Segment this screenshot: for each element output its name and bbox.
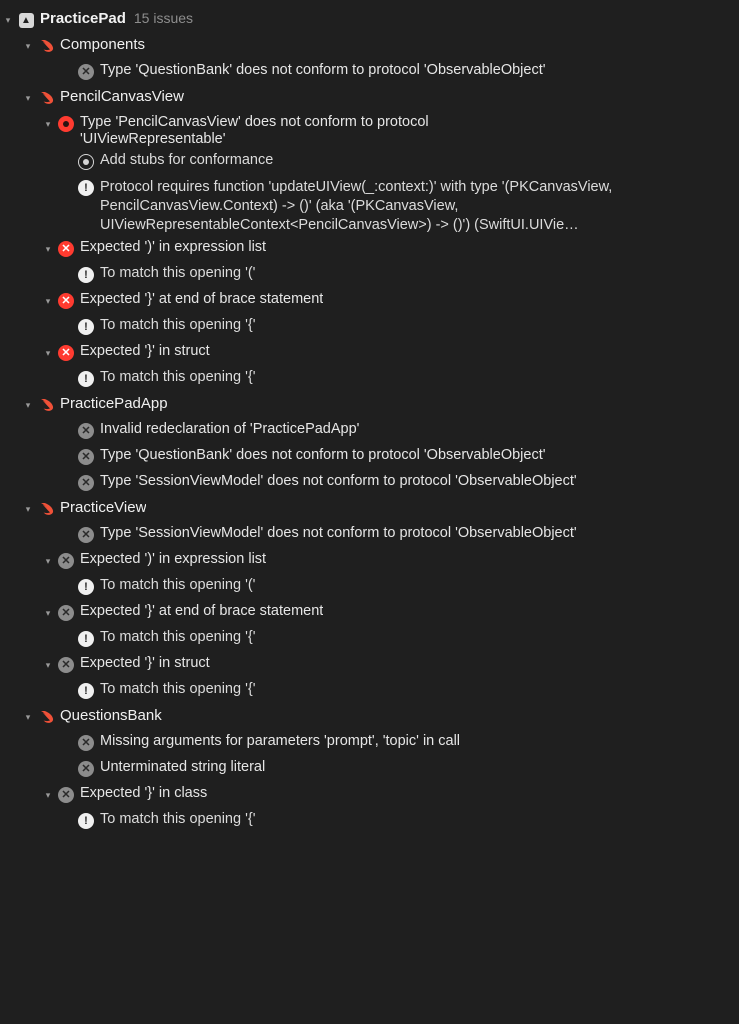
tree-row[interactable]	[0, 60, 739, 86]
tree-row[interactable]	[0, 627, 739, 653]
tree-row[interactable]	[0, 783, 739, 809]
issue-message-label: Add stubs for conformance	[100, 152, 274, 168]
twisty-spacer	[60, 733, 76, 753]
file-name-label: PencilCanvasView	[60, 88, 184, 105]
warning-icon: !	[76, 629, 96, 649]
swift-file-icon	[36, 707, 56, 727]
tree-row[interactable]	[0, 575, 739, 601]
issue-message-label: Unterminated string literal	[100, 759, 266, 775]
issue-message-label: To match this opening '{'	[100, 681, 256, 697]
twisty-spacer	[60, 447, 76, 467]
issue-message-label: Expected '}' at end of brace statement	[80, 603, 324, 619]
swift-file-icon	[36, 499, 56, 519]
tree-row[interactable]	[0, 679, 739, 705]
tree-row[interactable]	[0, 150, 739, 176]
twisty-spacer	[60, 759, 76, 779]
warning-icon: !	[76, 681, 96, 701]
warning-icon: !	[76, 178, 96, 198]
tree-row[interactable]	[0, 653, 739, 679]
issue-message-label: To match this opening '{'	[100, 629, 256, 645]
tree-row[interactable]	[0, 237, 739, 263]
disclosure-triangle-icon[interactable]: ▾	[45, 347, 51, 358]
error-red-dot-icon	[56, 114, 76, 134]
file-name-label: Components	[60, 36, 146, 53]
issue-message-label: To match this opening '('	[100, 265, 256, 281]
tree-row[interactable]	[0, 523, 739, 549]
issue-message-label: Expected '}' at end of brace statement	[80, 291, 324, 307]
issue-message-label: Invalid redeclaration of 'PracticePadApp'	[100, 421, 360, 437]
twisty-spacer	[60, 178, 76, 198]
file-name-label: QuestionsBank	[60, 707, 162, 724]
twisty-spacer	[60, 265, 76, 285]
error-grey-icon: ✕	[76, 421, 96, 441]
tree-row[interactable]	[0, 176, 739, 237]
error-red-icon: ✕	[56, 291, 76, 311]
tree-row[interactable]	[0, 341, 739, 367]
twisty-spacer	[60, 577, 76, 597]
twisty-spacer	[60, 152, 76, 172]
issue-message-label: Type 'QuestionBank' does not conform to protocol 'ObservableObject'	[100, 62, 546, 78]
twisty-spacer	[60, 681, 76, 701]
issue-count: 15 issues	[133, 10, 194, 26]
disclosure-triangle-icon[interactable]: ▾	[25, 503, 31, 514]
twisty-spacer	[60, 317, 76, 337]
twisty-spacer	[60, 525, 76, 545]
tree-row[interactable]	[0, 549, 739, 575]
disclosure-triangle-icon[interactable]: ▾	[45, 118, 51, 129]
issue-message-label: Expected '}' in class	[80, 785, 208, 801]
tree-row[interactable]	[0, 757, 739, 783]
tree-row[interactable]	[0, 315, 739, 341]
issue-message-label: Expected '}' in struct	[80, 343, 210, 359]
warning-icon: !	[76, 577, 96, 597]
error-grey-icon: ✕	[76, 759, 96, 779]
issue-message-label: Protocol requires function 'updateUIView(_:context:)' with type '(PKCanvasView, PencilCanvasView.Context) -> ()' (aka '(PKCanvasView, UIViewRepresentableContext<PencilCanvasView>) -> ()') (SwiftUI.UIVie…	[100, 179, 613, 233]
warning-icon: !	[76, 811, 96, 831]
twisty-spacer	[60, 811, 76, 831]
tree-row[interactable]	[0, 497, 739, 523]
twisty-spacer	[60, 62, 76, 82]
twisty-spacer	[60, 473, 76, 493]
issue-message-label: To match this opening '{'	[100, 811, 256, 827]
tree-row[interactable]	[0, 34, 739, 60]
xcode-project-icon: ▲	[16, 10, 36, 30]
error-red-icon: ✕	[56, 239, 76, 259]
swift-file-icon	[36, 88, 56, 108]
issue-message-label: Type 'QuestionBank' does not conform to protocol 'ObservableObject'	[100, 447, 546, 463]
tree-row-root[interactable]	[0, 8, 739, 34]
issue-message-label: To match this opening '('	[100, 577, 256, 593]
error-red-icon: ✕	[56, 343, 76, 363]
tree-row[interactable]	[0, 601, 739, 627]
tree-row[interactable]	[0, 393, 739, 419]
issue-message-label: To match this opening '{'	[100, 317, 256, 333]
warning-icon: !	[76, 369, 96, 389]
disclosure-triangle-icon[interactable]: ▾	[25, 92, 31, 103]
tree-row[interactable]	[0, 112, 739, 150]
tree-row[interactable]	[0, 705, 739, 731]
error-grey-icon: ✕	[56, 551, 76, 571]
file-name-label: PracticePadApp	[60, 395, 168, 412]
disclosure-triangle-icon[interactable]: ▾	[5, 14, 11, 25]
disclosure-triangle-icon[interactable]: ▾	[45, 659, 51, 670]
twisty-spacer	[60, 369, 76, 389]
issue-message-label: Type 'PencilCanvasView' does not conform to protocol 'UIViewRepresentable'	[80, 114, 429, 147]
tree-row[interactable]	[0, 263, 739, 289]
issue-message-label: Expected ')' in expression list	[80, 551, 267, 567]
tree-row[interactable]	[0, 731, 739, 757]
swift-file-icon	[36, 395, 56, 415]
error-grey-icon: ✕	[56, 603, 76, 623]
disclosure-triangle-icon[interactable]: ▾	[45, 295, 51, 306]
project-name: PracticePad	[40, 10, 126, 27]
tree-row[interactable]	[0, 367, 739, 393]
disclosure-triangle-icon[interactable]: ▾	[45, 607, 51, 618]
swift-file-icon	[36, 36, 56, 56]
error-grey-icon: ✕	[76, 525, 96, 545]
file-name-label: PracticeView	[60, 499, 147, 516]
error-grey-icon: ✕	[76, 733, 96, 753]
disclosure-triangle-icon[interactable]: ▾	[25, 711, 31, 722]
twisty-spacer	[60, 421, 76, 441]
tree-row[interactable]	[0, 86, 739, 112]
issue-message-label: Expected ')' in expression list	[80, 239, 267, 255]
issue-message-label: Expected '}' in struct	[80, 655, 210, 671]
error-grey-icon: ✕	[56, 655, 76, 675]
tree-row[interactable]	[0, 809, 739, 835]
disclosure-triangle-icon[interactable]: ▾	[45, 243, 51, 254]
warning-icon: !	[76, 265, 96, 285]
error-grey-icon: ✕	[76, 447, 96, 467]
issue-message-label: Missing arguments for parameters 'prompt', 'topic' in call	[100, 733, 461, 749]
disclosure-triangle-icon[interactable]: ▾	[45, 789, 51, 800]
disclosure-triangle-icon[interactable]: ▾	[25, 40, 31, 51]
twisty-spacer	[60, 629, 76, 649]
issue-message-label: To match this opening '{'	[100, 369, 256, 385]
error-grey-icon: ✕	[76, 62, 96, 82]
tree-row[interactable]	[0, 471, 739, 497]
tree-row[interactable]	[0, 445, 739, 471]
issue-message-label: Type 'SessionViewModel' does not conform to protocol 'ObservableObject'	[100, 525, 577, 541]
fixit-icon	[76, 152, 96, 172]
disclosure-triangle-icon[interactable]: ▾	[45, 555, 51, 566]
tree-row[interactable]	[0, 419, 739, 445]
error-grey-icon: ✕	[56, 785, 76, 805]
disclosure-triangle-icon[interactable]: ▾	[25, 399, 31, 410]
warning-icon: !	[76, 317, 96, 337]
tree-row[interactable]	[0, 289, 739, 315]
error-grey-icon: ✕	[76, 473, 96, 493]
issue-message-label: Type 'SessionViewModel' does not conform to protocol 'ObservableObject'	[100, 473, 577, 489]
